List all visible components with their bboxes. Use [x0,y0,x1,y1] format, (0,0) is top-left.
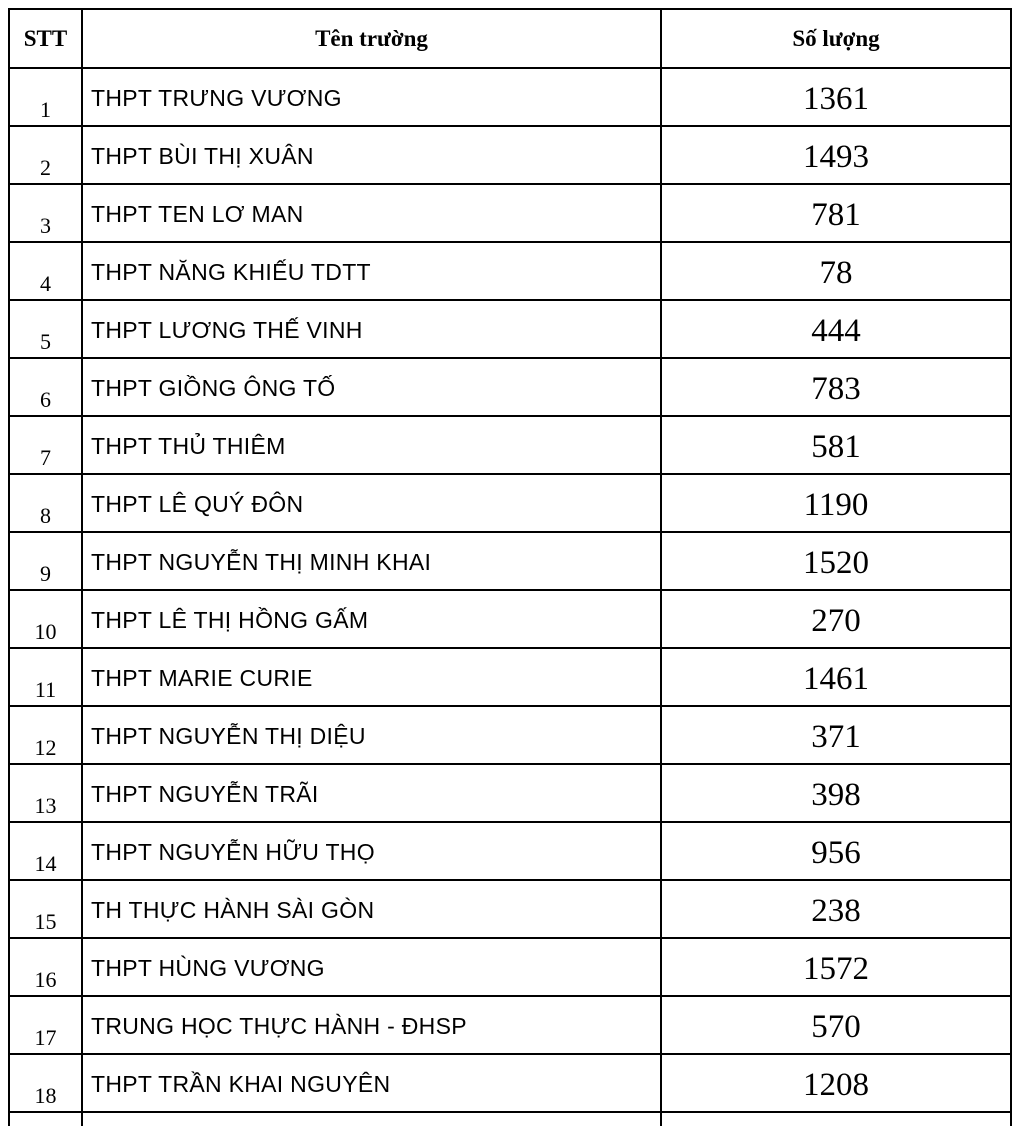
cell-stt: 6 [9,358,82,416]
table-row [9,68,1011,126]
cell-school-name: THPT NĂNG KHIẾU TDTT [82,242,661,300]
table-row [9,996,1011,1054]
cell-stt: 13 [9,764,82,822]
cell-stt: 17 [9,996,82,1054]
table-row [9,358,1011,416]
cell-stt: 16 [9,938,82,996]
cell-stt: 18 [9,1054,82,1112]
cell-quantity: 78 [661,242,1011,300]
cell-quantity: 1190 [661,474,1011,532]
cell-school-name: THPT TRẦN KHAI NGUYÊN [82,1054,661,1112]
cell-quantity: 444 [661,300,1011,358]
table-row [9,474,1011,532]
table-row [9,184,1011,242]
table-row [9,532,1011,590]
cell-stt: 5 [9,300,82,358]
table-row [9,764,1011,822]
cell-quantity: 783 [661,358,1011,416]
cell-quantity: 781 [661,184,1011,242]
cell-quantity: 238 [661,880,1011,938]
cell-quantity: 270 [661,590,1011,648]
cell-quantity: 1461 [661,648,1011,706]
cell-stt: 3 [9,184,82,242]
table-row [9,242,1011,300]
cell-school-name: THPT NGUYỄN HỮU THỌ [82,822,661,880]
cell-quantity: 1520 [661,532,1011,590]
cell-stt: 15 [9,880,82,938]
cell-school-name: THPT NGUYỄN THỊ MINH KHAI [82,532,661,590]
table-row [9,126,1011,184]
cell-stt: 2 [9,126,82,184]
cell-quantity: 1208 [661,1054,1011,1112]
cell-stt: 12 [9,706,82,764]
cell-stt: 4 [9,242,82,300]
cell-stt: 14 [9,822,82,880]
table-row-cut-off [9,1112,1011,1126]
cell-stt: 10 [9,590,82,648]
table-row [9,706,1011,764]
cell-school-name: THPT THỦ THIÊM [82,416,661,474]
cell-stt: 9 [9,532,82,590]
cell-school-name: THPT TRƯNG VƯƠNG [82,68,661,126]
cell-school-name: THPT LÊ QUÝ ĐÔN [82,474,661,532]
cell-quantity: 1493 [661,126,1011,184]
table-row [9,300,1011,358]
cell-school-name: THPT NGUYỄN THỊ DIỆU [82,706,661,764]
cell-school-name: THPT TEN LƠ MAN [82,184,661,242]
cell-school-name: THPT GIỒNG ÔNG TỐ [82,358,661,416]
cell-stt-empty [9,1112,82,1126]
header-row [9,9,1011,68]
cell-school-name: TH THỰC HÀNH SÀI GÒN [82,880,661,938]
cell-school-name: THPT BÙI THỊ XUÂN [82,126,661,184]
cell-school-name: THPT MARIE CURIE [82,648,661,706]
table-row [9,648,1011,706]
cell-stt: 11 [9,648,82,706]
school-quantity-table [8,8,1012,1126]
table-row [9,880,1011,938]
cell-quantity: 570 [661,996,1011,1054]
cell-stt: 7 [9,416,82,474]
header-school-name: Tên trường [82,9,661,68]
cell-quantity: 1572 [661,938,1011,996]
header-stt: STT [9,9,82,68]
table-row [9,416,1011,474]
cell-quantity: 956 [661,822,1011,880]
cell-stt: 8 [9,474,82,532]
table-row [9,822,1011,880]
cell-school-name: TRUNG HỌC THỰC HÀNH - ĐHSP [82,996,661,1054]
cell-quantity-empty [661,1112,1011,1126]
cell-school-name: THPT HÙNG VƯƠNG [82,938,661,996]
header-quantity: Số lượng [661,9,1011,68]
cell-school-name: THPT NGUYỄN TRÃI [82,764,661,822]
cell-quantity: 581 [661,416,1011,474]
table-row [9,1054,1011,1112]
cell-quantity: 371 [661,706,1011,764]
cell-school-name: THPT LƯƠNG THẾ VINH [82,300,661,358]
cell-stt: 1 [9,68,82,126]
cell-school-name-empty [82,1112,661,1126]
table-row [9,938,1011,996]
cell-school-name: THPT LÊ THỊ HỒNG GẤM [82,590,661,648]
cell-quantity: 398 [661,764,1011,822]
table-row [9,590,1011,648]
cell-quantity: 1361 [661,68,1011,126]
